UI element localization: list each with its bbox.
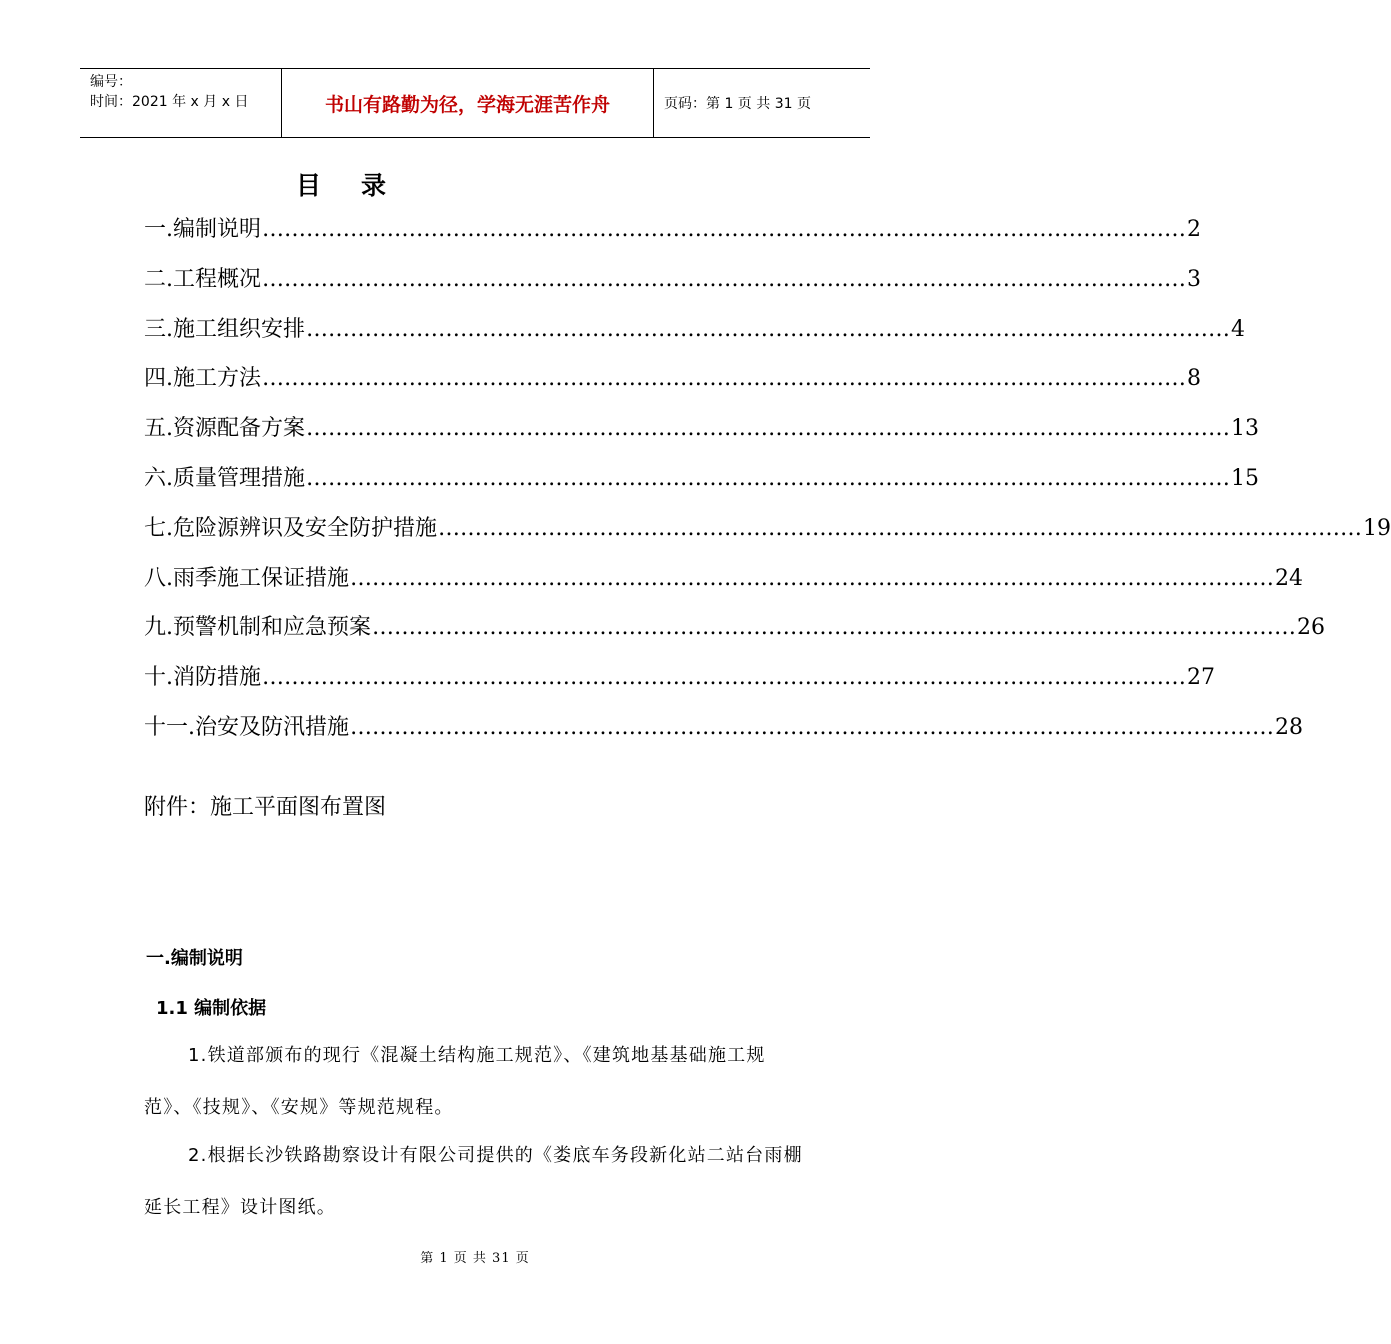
toc-entry-label: 十一.治安及防汛措施 [144,714,349,740]
toc-entry-label: 六.质量管理措施 [144,465,305,491]
page-footer: 第 1 页 共 31 页 [420,1251,530,1266]
toc-leader-dots: ……………………………………………………………………………………………………………… [306,465,1230,491]
toc-entry-label: 五.资源配备方案 [144,416,305,442]
toc-entry-label: 三.施工组织安排 [144,316,305,342]
toc-entry[interactable] [144,312,1245,362]
toc-entry-page: 28 [1275,714,1303,740]
body-paragraph: 1.铁道部颁布的现行《混凝土结构施工规范》、《建筑地基基础施工规范》、《技规》、《安规》等规范规程。 [144,1045,766,1118]
toc-leader-dots: ……………………………………………………………………………………………………………… [438,515,1362,541]
toc-entry-label: 七.危险源辨识及安全防护措施 [144,515,437,541]
toc-leader-dots: ……………………………………………………………………………………………………………… [350,714,1274,740]
toc-leader-dots: ……………………………………………………………………………………………………………… [372,615,1296,641]
toc-list [144,212,1391,760]
toc-leader-dots: ……………………………………………………………………………………………………………… [262,266,1186,292]
toc-entry[interactable] [144,610,1325,660]
toc-entry[interactable] [144,262,1201,312]
toc-entry-label: 四.施工方法 [144,366,261,392]
section-heading: 一.编制说明 [146,948,243,969]
toc-entry[interactable] [144,511,1391,561]
toc-leader-dots: ……………………………………………………………………………………………………………… [262,366,1186,392]
toc-entry[interactable] [144,710,1303,760]
toc-entry-page: 15 [1231,465,1259,491]
toc-entry-label: 一.编制说明 [144,217,261,242]
toc-entry-label: 十.消防措施 [144,665,261,691]
toc-entry[interactable] [144,561,1303,611]
toc-leader-dots: ……………………………………………………………………………………………………………… [306,316,1230,342]
toc-entry-label: 九.预警机制和应急预案 [144,615,371,641]
toc-entry-label: 二.工程概况 [144,266,261,292]
toc-entry-label: 八.雨季施工保证措施 [144,565,349,591]
toc-leader-dots: ……………………………………………………………………………………………………………… [306,416,1230,442]
toc-entry-page: 4 [1231,316,1245,342]
number-label: 编号： [90,74,132,90]
subsection-heading: 1.1 编制依据 [156,998,267,1019]
toc-leader-dots: ……………………………………………………………………………………………………………… [350,565,1274,591]
header-page-info: 页码：第 1 页 共 31 页 [664,96,811,112]
toc-leader-dots: ……………………………………………………………………………………………………………… [262,665,1186,691]
toc-entry-page: 8 [1187,366,1201,392]
header-table [80,68,870,138]
attachment-line: 附件：施工平面图布置图 [144,795,387,820]
toc-entry-page: 24 [1275,565,1303,591]
toc-entry-page: 27 [1187,665,1215,691]
header-divider [653,69,654,137]
toc-title-char: 录 [361,171,387,200]
toc-title [296,166,386,202]
toc-entry[interactable] [144,361,1201,411]
toc-entry-page: 13 [1231,416,1259,442]
toc-leader-dots: ……………………………………………………………………………………………………………… [262,217,1186,242]
toc-entry[interactable] [144,660,1215,710]
body-paragraph: 2.根据长沙铁路勘察设计有限公司提供的《娄底车务段新化站二站台雨棚延长工程》设计图纸。 [144,1145,803,1218]
toc-entry-page: 3 [1187,266,1201,292]
toc-entry-page: 26 [1297,615,1325,641]
header-meta-cell [80,69,280,137]
header-motto: 书山有路勤为径，学海无涯苦作舟 [324,93,610,116]
time-label: 时间：2021 年 x 月 x 日 [90,94,249,110]
toc-entry-page: 2 [1187,217,1201,242]
toc-entry[interactable] [144,212,1201,262]
toc-title-char: 目 [296,171,322,200]
toc-entry[interactable] [144,461,1259,511]
toc-entry-page: 19 [1363,515,1391,541]
toc-entry[interactable] [144,411,1259,461]
